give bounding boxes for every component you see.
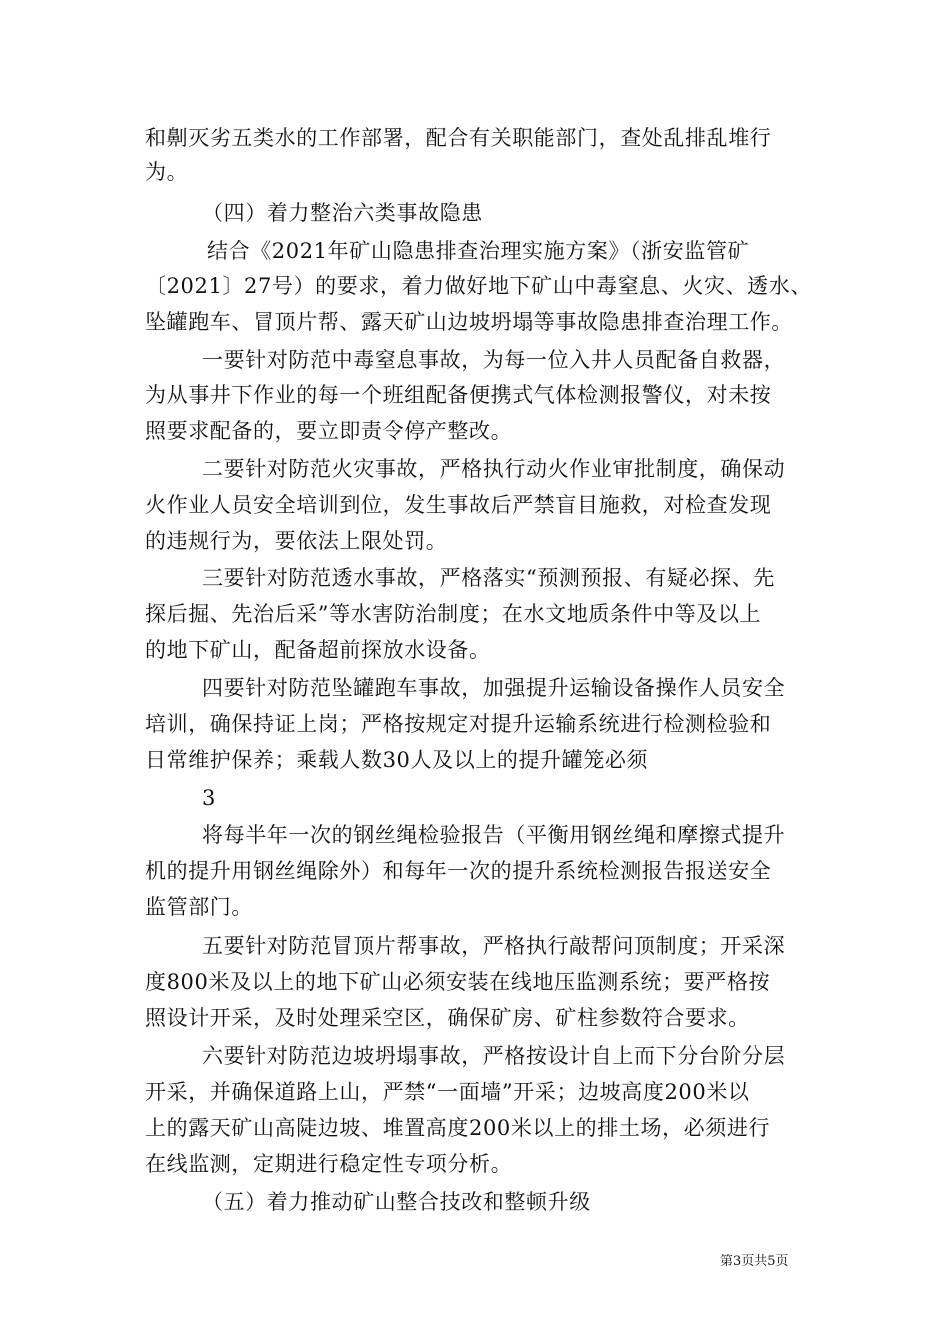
text-line: 监管部门。	[145, 895, 253, 919]
text-line: 照设计开采，及时处理采空区，确保矿房、矿柱参数符合要求。	[145, 1006, 750, 1030]
text-line: 火作业人员安全培训到位，发生事故后严禁盲目施救，对检查发现	[145, 493, 772, 517]
text-line: 〔2021〕27号）的要求，着力做好地下矿山中毒窒息、火灾、透水、	[145, 274, 812, 298]
text-line: 四要针对防范坠罐跑车事故，加强提升运输设备操作人员安全	[202, 676, 786, 700]
text-line: 三要针对防范透水事故，严格落实“预测预报、有疑必探、先	[202, 566, 775, 590]
text-line: 一要针对防范中毒窒息事故，为每一位入井人员配备自救器，	[202, 348, 786, 372]
section-heading: （四）着力整治六类事故隐患	[202, 201, 483, 225]
text-line: 照要求配备的，要立即责令停产整改。	[145, 419, 513, 443]
text-line: 结合《2021年矿山隐患排查治理实施方案》（浙安监管矿	[207, 239, 750, 263]
text-line: 将每半年一次的钢丝绳检验报告（平衡用钢丝绳和摩擦式提升	[202, 823, 786, 847]
text-line: 的违规行为，要依法上限处罚。	[145, 529, 448, 553]
page-footer: 第3页共5页	[720, 1254, 789, 1269]
text-line: 为。	[145, 160, 189, 184]
text-line: 为从事井下作业的每一个班组配备便携式气体检测报警仪，对未按	[145, 383, 772, 407]
text-line: 在线监测，定期进行稳定性专项分析。	[145, 1152, 513, 1176]
text-line: 上的露天矿山高陡边坡、堆置高度200米以上的排土场，必须进行	[145, 1116, 771, 1140]
section-heading: （五）着力推动矿山整合技改和整顿升级	[202, 1190, 591, 1214]
text-line: 二要针对防范火灾事故，严格执行动火作业审批制度，确保动	[202, 457, 786, 481]
text-line: 坠罐跑车、冒顶片帮、露天矿山边坡坍塌等事故隐患排查治理工作。	[145, 310, 793, 334]
text-line: 度800米及以上的地下矿山必须安装在线地压监测系统；要严格按	[145, 970, 771, 994]
text-line: 探后掘、先治后采”等水害防治制度；在水文地质条件中等及以上	[145, 602, 762, 626]
page-number-inline: 3	[202, 786, 216, 810]
text-line: 和劓灭劣五类水的工作部署，配合有关职能部门，查处乱排乱堆行	[145, 126, 772, 150]
text-line: 六要针对防范边坡坍塌事故，严格按设计自上而下分台阶分层	[202, 1044, 786, 1068]
text-line: 五要针对防范冒顶片帮事故，严格执行敲帮问顶制度；开采深	[202, 934, 786, 958]
text-line: 的地下矿山，配备超前探放水设备。	[145, 638, 491, 662]
text-line: 开采，并确保道路上山，严禁“一面墙”开采；边坡高度200米以	[145, 1080, 750, 1104]
text-line: 培训，确保持证上岗；严格按规定对提升运输系统进行检测检验和	[145, 712, 772, 736]
text-line: 日常维护保养；乘载人数30人及以上的提升罐笼必须	[145, 748, 649, 772]
text-line: 机的提升用钢丝绳除外）和每年一次的提升系统检测报告报送安全	[145, 859, 772, 883]
